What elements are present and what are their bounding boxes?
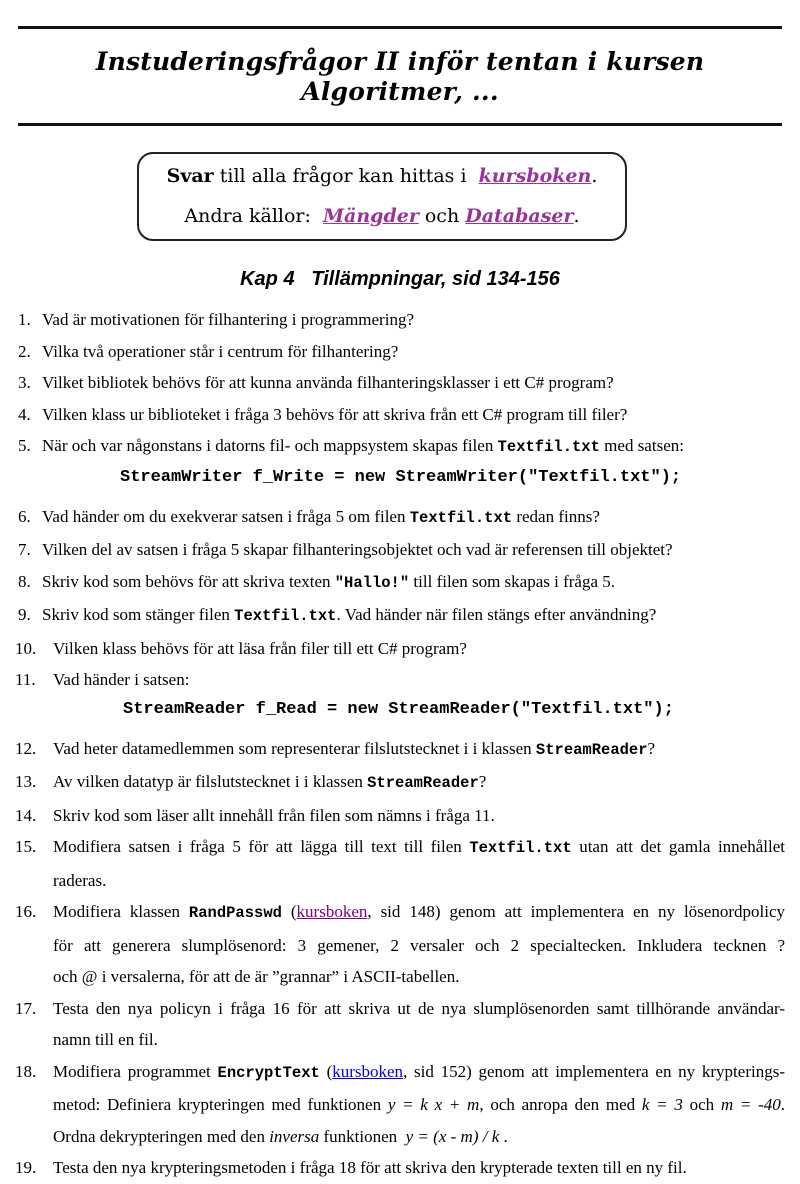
horizontal-rule-top bbox=[18, 26, 782, 29]
question-item bbox=[0, 399, 785, 431]
question-line bbox=[53, 896, 785, 930]
question-text bbox=[53, 766, 785, 800]
question-text bbox=[42, 430, 785, 501]
question-line bbox=[53, 664, 785, 696]
question-text bbox=[42, 367, 785, 399]
answer-box-text: . bbox=[573, 205, 580, 227]
text-run: med satsen: bbox=[599, 436, 684, 455]
question-text bbox=[53, 733, 785, 767]
question-line bbox=[53, 1152, 785, 1184]
question-number: 13. bbox=[15, 772, 37, 791]
question-line bbox=[42, 304, 785, 336]
text-run: . bbox=[780, 1095, 785, 1114]
text-run: Modifiera satsen i fråga 5 för att lägga till text till filen bbox=[53, 837, 470, 856]
answer-box-text: och bbox=[418, 205, 466, 227]
question-line bbox=[42, 501, 785, 535]
answer-box-text: till alla frågor kan hittas i bbox=[213, 165, 479, 187]
question-number: 9. bbox=[18, 605, 31, 624]
question-text bbox=[53, 831, 785, 896]
databaser-link[interactable]: Databaser bbox=[465, 205, 574, 227]
text-run: , sid 148) genom att implementera en ny lösenordpolicy bbox=[367, 902, 785, 921]
code-statement: StreamReader f_Read = new StreamReader("Textfil.txt"); bbox=[123, 699, 674, 719]
text-run: Modifiera programmet bbox=[53, 1061, 218, 1081]
question-item bbox=[0, 534, 785, 566]
italic-text: m = -40 bbox=[720, 1095, 781, 1114]
question-line bbox=[53, 993, 785, 1025]
inline-code: StreamReader bbox=[367, 774, 479, 792]
question-item bbox=[0, 501, 785, 535]
question-number: 17. bbox=[15, 998, 37, 1018]
question-number: 15. bbox=[15, 837, 37, 856]
question-item bbox=[0, 367, 785, 399]
kursboken-link[interactable]: kursboken bbox=[296, 902, 368, 921]
question-number: 2. bbox=[18, 341, 31, 361]
question-line bbox=[42, 430, 785, 464]
question-number: 4. bbox=[18, 404, 31, 424]
text-run: Skriv kod som läser allt innehåll från filen som nämns i fråga 11. bbox=[53, 805, 495, 825]
question-line bbox=[53, 1089, 785, 1121]
inline-code: Textfil.txt bbox=[497, 438, 600, 456]
question-item bbox=[0, 664, 785, 733]
question-text bbox=[42, 399, 785, 431]
section-heading: Kap 4 Tillämpningar, sid 134-156 bbox=[240, 268, 560, 290]
question-text bbox=[42, 336, 785, 368]
text-run: Vad heter datamedlemmen som representerar filslutstecknet i i klassen bbox=[53, 738, 536, 758]
question-number: 10. bbox=[15, 638, 37, 658]
mangder-link[interactable]: Mängder bbox=[323, 205, 419, 227]
text-run: Modifiera klassen bbox=[53, 902, 189, 921]
question-line bbox=[53, 1056, 785, 1090]
inline-code: Textfil.txt bbox=[409, 508, 513, 527]
question-text bbox=[53, 1152, 785, 1184]
question-line bbox=[53, 633, 785, 665]
question-text bbox=[53, 800, 785, 832]
text-run: . bbox=[499, 1126, 508, 1146]
text-run: Ordna dekrypteringen med den bbox=[53, 1126, 270, 1146]
question-line bbox=[42, 399, 785, 431]
question-number: 16. bbox=[15, 902, 37, 921]
question-line bbox=[53, 733, 785, 767]
question-number: 12. bbox=[15, 738, 37, 758]
inline-code: Textfil.txt bbox=[469, 839, 572, 857]
code-statement: StreamWriter f_Write = new StreamWriter("Textfil.txt"); bbox=[120, 467, 682, 487]
text-run: Vilken del av satsen i fråga 5 skapar filhanteringsobjektet och vad är referensen till objektet? bbox=[42, 540, 673, 559]
question-number: 19. bbox=[15, 1158, 37, 1177]
question-item bbox=[0, 1152, 785, 1184]
question-text bbox=[42, 501, 785, 535]
question-item bbox=[0, 633, 785, 665]
question-item bbox=[0, 896, 785, 993]
italic-text: k = 3 bbox=[641, 1095, 683, 1114]
horizontal-rule-under-title bbox=[18, 123, 782, 126]
text-run: Vilka två operationer står i centrum för filhantering? bbox=[42, 341, 399, 361]
answer-box-line1 bbox=[157, 156, 607, 196]
text-run: , och anropa den med bbox=[479, 1095, 642, 1114]
text-run: raderas. bbox=[53, 870, 107, 890]
question-text bbox=[42, 566, 785, 600]
question-item bbox=[0, 993, 785, 1056]
text-run: och bbox=[682, 1095, 721, 1114]
question-line bbox=[53, 1121, 785, 1153]
question-line bbox=[53, 961, 785, 993]
italic-text: y = k x + m bbox=[387, 1095, 480, 1114]
question-item bbox=[0, 304, 785, 336]
text-run: ? bbox=[647, 738, 656, 758]
question-item bbox=[0, 766, 785, 800]
text-run: . Vad händer när filen stängs efter användning? bbox=[336, 605, 657, 624]
question-text bbox=[42, 599, 785, 633]
question-number: 7. bbox=[18, 540, 31, 559]
text-run: Skriv kod som behövs för att skriva texten bbox=[42, 571, 335, 591]
question-number: 5. bbox=[18, 436, 31, 455]
question-item bbox=[0, 800, 785, 832]
question-item bbox=[0, 1056, 785, 1153]
text-run: Testa den nya policyn i fråga 16 för att skriva ut de nya slumplösenorden samt tillhörande användar- bbox=[53, 998, 785, 1018]
question-line bbox=[42, 534, 785, 566]
italic-text: y = (x - m) / k bbox=[405, 1126, 500, 1146]
text-run: Vilken klass behövs för att läsa från filer till ett C# program? bbox=[53, 638, 467, 658]
question-number: 1. bbox=[18, 310, 31, 329]
text-run: Av vilken datatyp är filslutstecknet i i klassen bbox=[53, 772, 368, 791]
text-run: ( bbox=[319, 1061, 333, 1081]
question-item bbox=[0, 566, 785, 600]
inline-code: EncryptText bbox=[217, 1063, 320, 1082]
question-number: 3. bbox=[18, 373, 31, 392]
svar-label: Svar bbox=[166, 165, 214, 187]
question-item bbox=[0, 599, 785, 633]
text-run: Vad händer i satsen: bbox=[53, 670, 190, 689]
question-item bbox=[0, 733, 785, 767]
text-run: namn till en fil. bbox=[53, 1030, 158, 1049]
question-number: 6. bbox=[18, 506, 31, 526]
inline-code: StreamReader bbox=[535, 740, 648, 759]
text-run: , sid 152) genom att implementera en ny krypterings- bbox=[403, 1061, 785, 1081]
text-run: metod: Definiera krypteringen med funktionen bbox=[53, 1095, 388, 1114]
question-item bbox=[0, 336, 785, 368]
text-run: redan finns? bbox=[512, 506, 600, 526]
text-run: Vad händer om du exekverar satsen i fråga 5 om filen bbox=[42, 506, 410, 526]
question-number: 8. bbox=[18, 571, 31, 591]
text-run: utan att det gamla innehållet bbox=[571, 837, 785, 856]
question-text bbox=[53, 633, 785, 665]
inline-code: RandPasswd bbox=[188, 904, 282, 922]
question-text bbox=[53, 993, 785, 1056]
question-text bbox=[42, 534, 785, 566]
text-run: Vilket bibliotek behövs för att kunna använda filhanteringsklasser i ett C# program? bbox=[42, 373, 614, 392]
answer-box-text: Andra källor: bbox=[184, 205, 323, 227]
question-line bbox=[53, 800, 785, 832]
question-number: 18. bbox=[15, 1061, 37, 1081]
question-line bbox=[42, 336, 785, 368]
question-line bbox=[53, 831, 785, 865]
kursboken-link[interactable]: kursboken bbox=[478, 165, 592, 187]
text-run: Vilken klass ur biblioteket i fråga 3 behövs för att skriva från ett C# program till filer? bbox=[42, 404, 628, 424]
question-line bbox=[53, 766, 785, 800]
answer-box-text: . bbox=[591, 165, 598, 187]
inline-code: Textfil.txt bbox=[234, 607, 337, 625]
text-run: för att generera slumplösenord: 3 gemener, 2 versaler och 2 specialtecken. Inkludera tecknen ? bbox=[53, 935, 785, 955]
question-line bbox=[53, 1024, 785, 1056]
question-item bbox=[0, 831, 785, 896]
text-run: Testa den nya krypteringsmetoden i fråga 18 för att skriva den krypterade texten till en ny fil. bbox=[53, 1158, 687, 1177]
text-run: Skriv kod som stänger filen bbox=[42, 605, 235, 624]
text-run: ? bbox=[478, 772, 487, 791]
inline-code: "Hallo!" bbox=[334, 573, 410, 592]
question-line bbox=[42, 599, 785, 633]
text-run: ( bbox=[281, 902, 297, 921]
answer-box-line2 bbox=[157, 196, 607, 236]
question-text bbox=[42, 304, 785, 336]
question-item bbox=[0, 430, 785, 501]
question-number: 11. bbox=[15, 670, 36, 689]
text-run: Vad är motivationen för filhantering i programmering? bbox=[42, 310, 414, 329]
page-title: Instuderingsfrågor II inför tentan i kursen Algoritmer, ... bbox=[95, 47, 705, 106]
question-text bbox=[53, 664, 785, 733]
answer-box bbox=[137, 152, 627, 241]
question-line bbox=[42, 566, 785, 600]
question-line bbox=[53, 865, 785, 897]
kursboken-link[interactable]: kursboken bbox=[332, 1061, 404, 1081]
text-run: och @ i versalerna, för att de är ”grannar” i ASCII-tabellen. bbox=[53, 967, 460, 986]
text-run: till filen som skapas i fråga 5. bbox=[409, 571, 616, 591]
question-line bbox=[53, 930, 785, 962]
text-run: funktionen bbox=[319, 1126, 406, 1146]
text-run: När och var någonstans i datorns fil- och mappsystem skapas filen bbox=[42, 436, 498, 455]
italic-text: inversa bbox=[269, 1126, 320, 1146]
question-text bbox=[53, 1056, 785, 1153]
question-number: 14. bbox=[15, 805, 37, 825]
question-text bbox=[53, 896, 785, 993]
question-list bbox=[0, 304, 800, 1184]
question-line bbox=[42, 367, 785, 399]
